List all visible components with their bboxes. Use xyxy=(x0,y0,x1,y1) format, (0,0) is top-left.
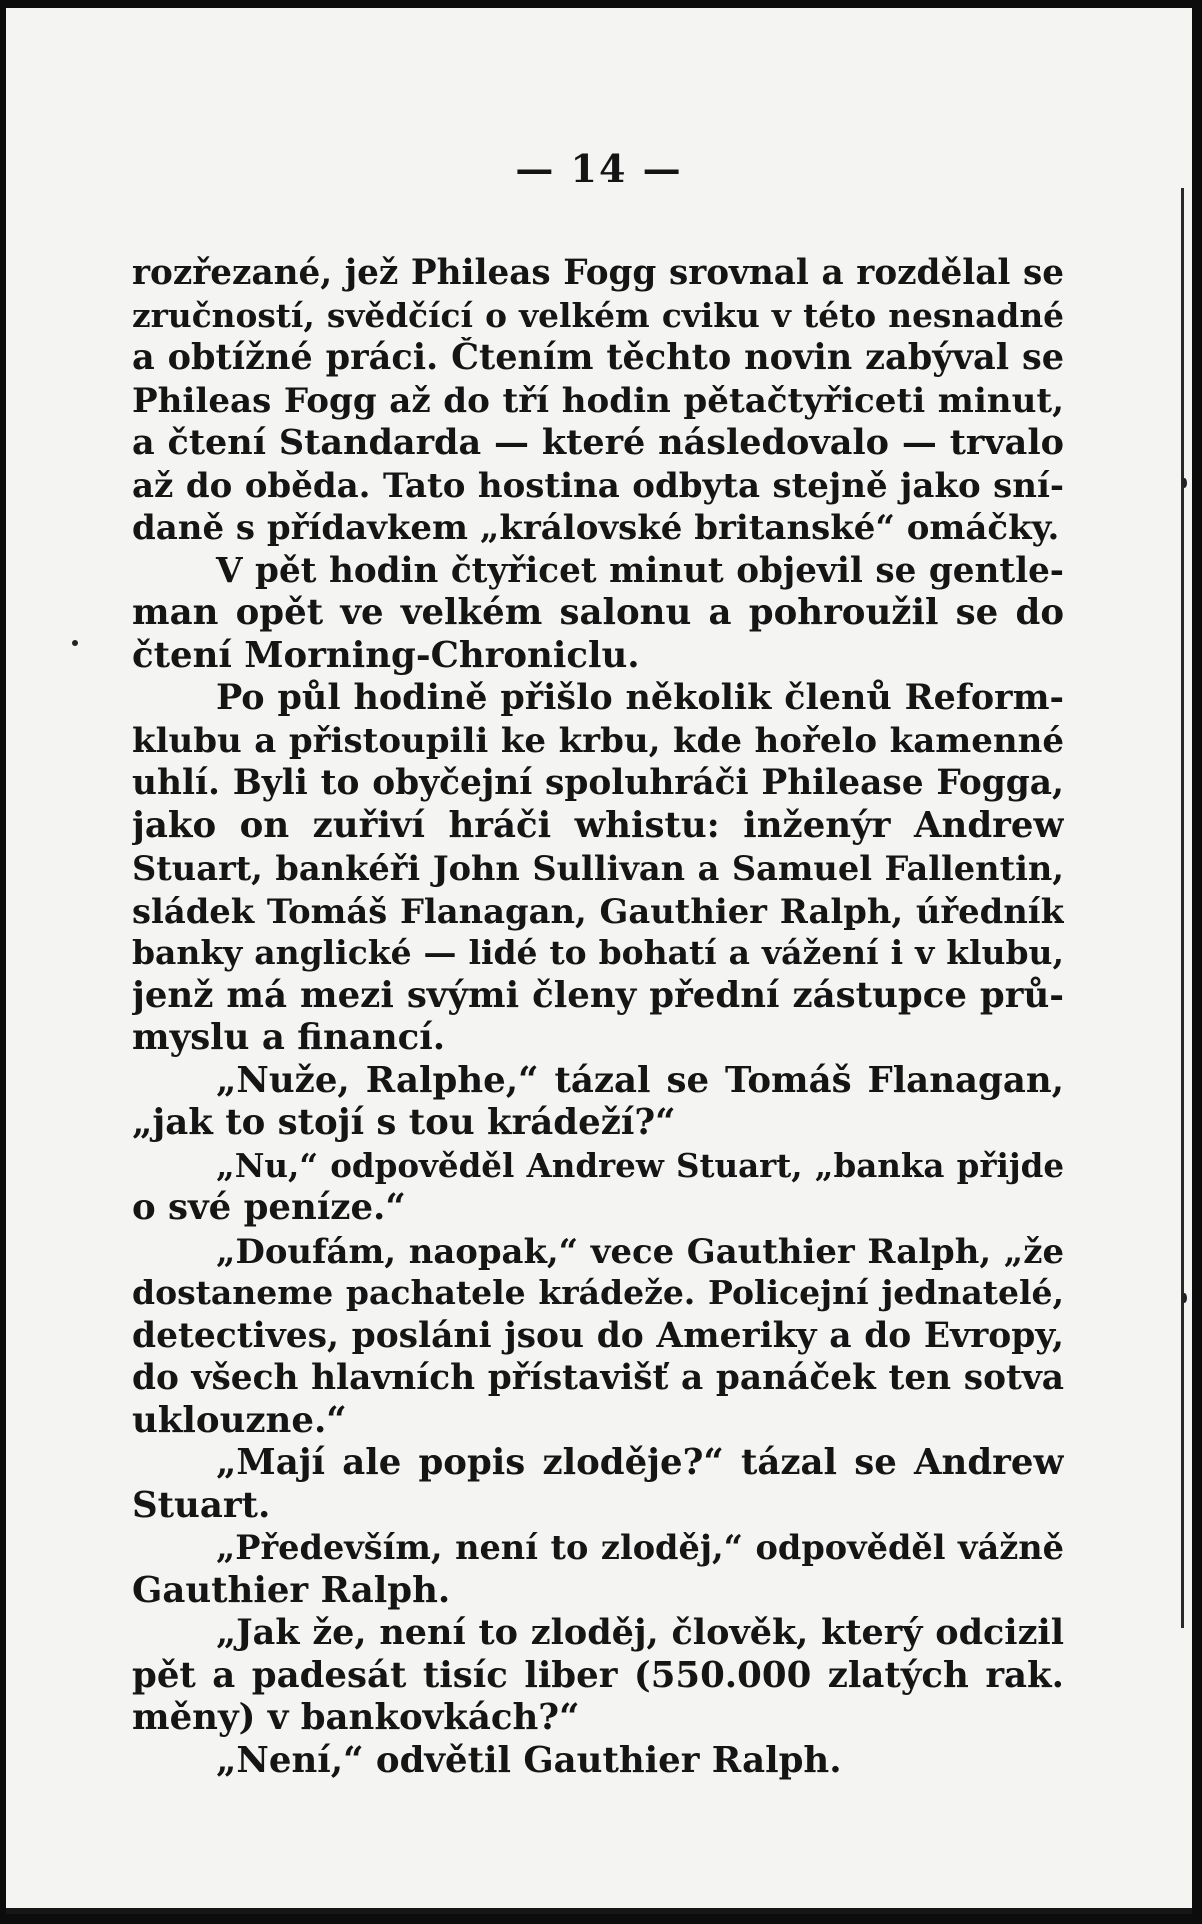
text-line: „Nuže, Ralphe,“ tázal se Tomáš Flanagan, xyxy=(216,1059,1064,1101)
text-line: „Nu,“ odpověděl Andrew Stuart, „banka přijde xyxy=(216,1145,1064,1185)
text-line: do všech hlavních přístavišť a panáček ten sotva xyxy=(132,1358,1064,1398)
text-line: Phileas Fogg až do tří hodin pětačtyřiceti minut, xyxy=(132,380,1064,421)
page-edge-shadow xyxy=(1181,188,1184,1628)
text-line: „jak to stojí s tou krádeží?“ xyxy=(132,1102,676,1143)
text-line: „Především, není to zloděj,“ odpověděl vážně xyxy=(216,1528,1064,1567)
text-line: Stuart, bankéři John Sullivan a Samuel Fallentin, xyxy=(132,848,1064,888)
text-line: man opět ve velkém salonu a pohroužil se do xyxy=(132,592,1064,633)
book-page xyxy=(6,8,1192,1914)
text-line: Gauthier Ralph. xyxy=(132,1569,451,1611)
text-line: a čtení Standarda — které následovalo — trvalo xyxy=(132,422,1064,463)
text-line: V pět hodin čtyřicet minut objevil se gentle- xyxy=(216,550,1064,591)
text-line: jako on zuřiví hráči whistu: inženýr Andrew xyxy=(132,804,1064,846)
text-line: klubu a přistoupili ke krbu, kde hořelo kamenné xyxy=(132,720,1064,761)
text-line: dostaneme pachatele krádeže. Policejní jednatelé, xyxy=(132,1273,1064,1312)
text-line: zručností, svědčící o velkém cviku v této nesnadné xyxy=(132,295,1064,335)
text-line: banky anglické — lidé to bohatí a vážení i v klubu, xyxy=(132,933,1064,972)
text-line: Stuart. xyxy=(132,1484,271,1526)
print-speck xyxy=(1182,478,1187,488)
text-line: uklouzne.“ xyxy=(132,1399,347,1441)
text-line: a obtížné práci. Čtením těchto novin zabýval se xyxy=(132,337,1064,378)
text-line: „Mají ale popis zloděje?“ tázal se Andrew xyxy=(216,1442,1064,1483)
text-line: „Jak že, není to zloděj, člověk, který odcizil xyxy=(216,1612,1064,1653)
page-number: — 14 — xyxy=(515,146,683,191)
text-line: až do oběda. Tato hostina odbyta stejně jako sní- xyxy=(132,465,1064,506)
text-line: o své peníze.“ xyxy=(132,1187,406,1228)
text-line: pět a padesát tisíc liber (550.000 zlatých rak. xyxy=(132,1654,1064,1696)
text-line: měny) v bankovkách?“ xyxy=(132,1697,580,1738)
text-line: „Není,“ odvětil Gauthier Ralph. xyxy=(216,1739,842,1781)
page-bottom-edge xyxy=(6,1908,1192,1914)
text-line: uhlí. Byli to obyčejní spoluhráči Philease Fogga, xyxy=(132,763,1064,803)
text-line: Po půl hodině přišlo několik členů Reform- xyxy=(216,677,1064,718)
text-line: čtení Morning-Chroniclu. xyxy=(132,634,640,676)
text-line: rozřezané, jež Phileas Fogg srovnal a rozdělal se xyxy=(132,253,1064,293)
text-line: detectives, posláni jsou do Ameriky a do Evropy, xyxy=(132,1315,1064,1356)
text-line: jenž má mezi svými členy přední zástupce prů- xyxy=(132,974,1064,1016)
print-speck xyxy=(72,640,78,646)
text-line: myslu a financí. xyxy=(132,1017,446,1058)
text-line: sládek Tomáš Flanagan, Gauthier Ralph, úředník xyxy=(132,890,1064,931)
text-line: „Doufám, naopak,“ vece Gauthier Ralph, „že xyxy=(216,1230,1064,1271)
body-text xyxy=(132,252,1064,1782)
print-speck xyxy=(1182,1293,1187,1303)
text-line: daně s přídavkem „královské britanské“ omáčky. xyxy=(132,508,1060,548)
